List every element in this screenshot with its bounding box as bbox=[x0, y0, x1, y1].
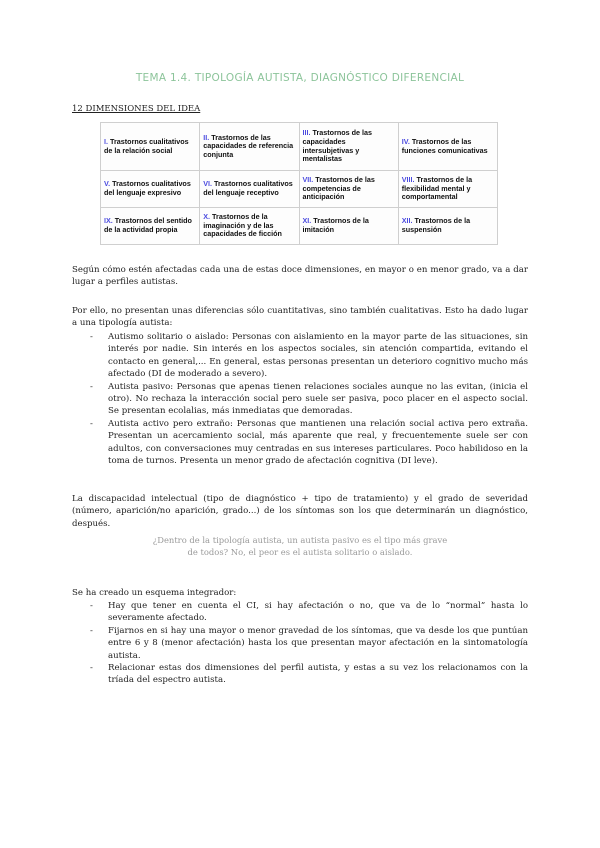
section-subtitle: 12 DIMENSIONES DEL IDEA bbox=[72, 104, 201, 114]
table-cell: VII. Trastornos de las competencias de anticipación bbox=[299, 171, 398, 208]
list-item: - Hay que tener en cuenta el CI, si hay afectación o no, que va de lo “normal” hasta lo severamente afectado. bbox=[90, 601, 528, 624]
list-item: - Relacionar estas dos dimensiones del perfil autista, y estas a su vez los relacionamos con la tríada del espectro autista. bbox=[90, 663, 528, 686]
table-cell: XII. Trastornos de la suspensión bbox=[398, 208, 497, 245]
paragraph-profiles: Según cómo estén afectadas cada una de estas doce dimensiones, en mayor o en menor grado, va a dar lugar a perfiles autistas. bbox=[72, 265, 528, 288]
table-cell: IV. Trastornos de las funciones comunicativas bbox=[398, 123, 497, 171]
table-cell: II. Trastornos de las capacidades de referencia conjunta bbox=[200, 123, 299, 171]
table-cell: VI. Trastornos cualitativos del lenguaje receptivo bbox=[200, 171, 299, 208]
table-cell: X. Trastornos de la imaginación y de las capacidades de ficción bbox=[200, 208, 299, 245]
paragraph-diagnosis: La discapacidad intelectual (tipo de diagnóstico + tipo de tratamiento) y el grado de severidad (número, aparición/no aparición, grado...) de los síntomas son los que determinarán un diagnóstico, después. bbox=[72, 494, 528, 529]
scheme-list bbox=[72, 600, 528, 687]
list-item: - Fijarnos en si hay una mayor o menor gravedad de los síntomas, que va desde los que puntúan entre 6 y 8 (menor afectación) hasta los que presentan mayor afectación en la sintomatología autista. bbox=[90, 625, 528, 661]
paragraph-scheme: Se ha creado un esquema integrador: bbox=[72, 588, 237, 598]
table-cell: III. Trastornos de las capacidades intersubjetivas y mentalistas bbox=[299, 123, 398, 171]
table-cell: VIII. Trastornos de la flexibilidad mental y comportamental bbox=[398, 171, 497, 208]
typology-list bbox=[72, 331, 528, 467]
list-item: - Autista activo pero extraño: Personas que mantienen una relación social activa pero extraña. Presentan un acercamiento social, más aparente que real, y frecuentemente suele ser con adultos, con conversaciones muy centradas en sus intereses particulares. Poco habilidoso en la toma de turnos. Presenta un menor grado de afectación cognitiva (DI leve). bbox=[90, 418, 528, 467]
table-cell: IX. Trastornos del sentido de la actividad propia bbox=[101, 208, 200, 245]
dimensions-table bbox=[100, 122, 498, 245]
list-item: - Autismo solitario o aislado: Personas con aislamiento en la mayor parte de las situaciones, sin interés por nadie. Sin interés en los aspectos sociales, sin atención compartida, evitando el contacto en general,... En general, estas personas presentan un deterioro cognitivo mucho más afectado (DI de moderado a severo). bbox=[90, 332, 528, 380]
table-cell: XI. Trastornos de la imitación bbox=[299, 208, 398, 245]
paragraph-typology: Por ello, no presentan unas diferencias sólo cuantitativas, sino también cualitativas. Esto ha dado lugar a una tipología autista: bbox=[72, 306, 528, 329]
table-cell: V. Trastornos cualitativos del lenguaje expresivo bbox=[101, 171, 200, 208]
table-row bbox=[101, 123, 498, 171]
list-item: - Autista pasivo: Personas que apenas tienen relaciones sociales aunque no las evitan, (inicia el otro). No rechaza la interacción social pero suele ser pasiva, poco placer en el aspecto social. Se presentan ecolalias, más inmediatas que demoradas. bbox=[90, 381, 528, 417]
question-quote: ¿Dentro de la tipología autista, un autista pasivo es el tipo más grave de todos? No, el peor es el autista solitario o aislado. bbox=[152, 535, 448, 558]
table-cell: I. Trastornos cualitativos de la relación social bbox=[101, 123, 200, 171]
table-row bbox=[101, 208, 498, 245]
document-title: TEMA 1.4. TIPOLOGÍA AUTISTA, DIAGNÓSTICO DIFERENCIAL bbox=[135, 72, 465, 84]
table-row bbox=[101, 171, 498, 208]
